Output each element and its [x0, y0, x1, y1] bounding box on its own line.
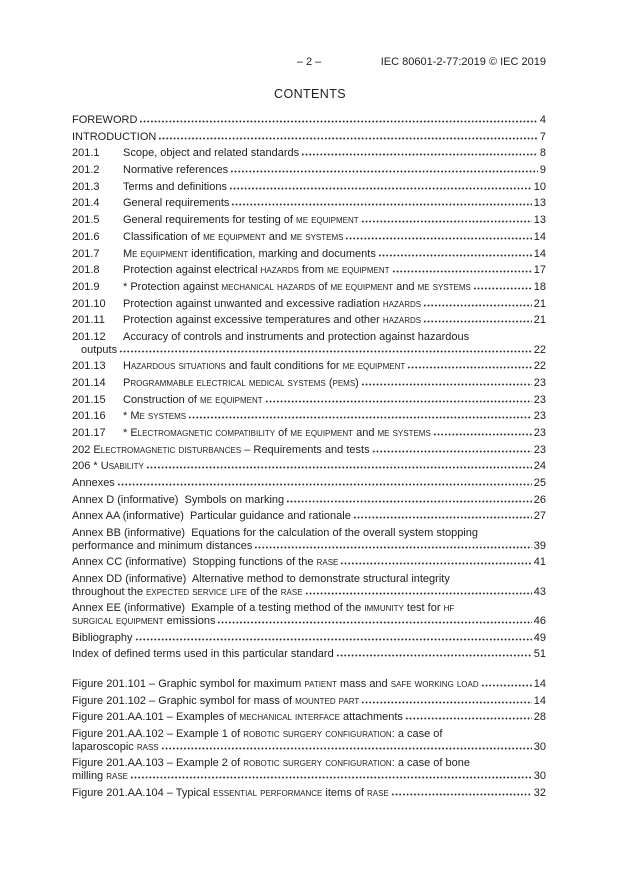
entry-title: Figure 201.AA.102 – Example 1 of robotic surgery configuration: a case of — [72, 727, 443, 740]
defined-term: safe working load — [390, 677, 479, 690]
defined-term: rase — [367, 786, 389, 799]
entry-title: Annex BB (informative) Equations for the calculation of the overall system stopping — [72, 527, 478, 540]
defined-term: Hazardous situations — [123, 360, 226, 373]
entry-title: FOREWORD — [72, 114, 138, 126]
defined-term: rase — [106, 769, 129, 782]
figure-list — [72, 678, 546, 799]
page-number: 41 — [533, 556, 546, 569]
clause-number: 201.1 — [72, 147, 100, 160]
figure-entry — [72, 757, 546, 782]
dot-leader — [117, 477, 532, 486]
page-number: 24 — [533, 460, 546, 473]
page-number: 30 — [533, 769, 546, 782]
defined-term: Electromagnetic disturbances — [93, 443, 242, 456]
document-reference: IEC 80601-2-77:2019 © IEC 2019 — [380, 56, 546, 68]
page-number: 27 — [533, 510, 546, 523]
defined-term: me equipment — [342, 360, 406, 373]
clause-number: 201.16 — [72, 410, 106, 423]
dot-leader — [481, 678, 532, 687]
toc-entry — [72, 460, 546, 473]
entry-title: Figure 201.102 – Graphic symbol for mass of mounted part — [72, 694, 360, 707]
entry-title: Accuracy of controls and instruments and protection against hazardous — [123, 330, 470, 343]
toc-list — [72, 114, 546, 661]
toc-entry — [72, 131, 546, 144]
defined-term: me systems — [377, 426, 431, 439]
defined-term: me equipment — [200, 393, 263, 406]
dot-leader — [340, 556, 531, 565]
defined-term: mechanical hazards — [221, 280, 316, 293]
toc-entry — [72, 377, 546, 390]
clause-number: 201.5 — [72, 214, 100, 227]
figure-entry — [72, 711, 546, 724]
entry-title: * Me systems — [123, 410, 187, 423]
page-number: 39 — [533, 539, 546, 552]
dot-leader — [130, 770, 532, 779]
defined-term: Me equipment — [123, 247, 189, 260]
table-of-contents — [72, 114, 546, 803]
defined-term: me equipment — [330, 280, 394, 293]
page-number: 26 — [533, 493, 546, 506]
defined-term: robotic surgery configuration — [243, 727, 392, 740]
page-number: 23 — [533, 376, 546, 389]
page-number: 46 — [533, 614, 546, 627]
toc-entry — [72, 331, 546, 356]
defined-term: Programmable electrical medical systems (pems) — [123, 376, 359, 389]
page-number: 32 — [533, 786, 546, 799]
entry-title: Hazardous situations and fault conditions for me equipment — [123, 360, 406, 373]
defined-term: me equipment — [326, 264, 390, 277]
page-number: 49 — [533, 631, 546, 644]
toc-entry — [72, 394, 546, 407]
page-number: 23 — [533, 393, 546, 406]
figure-entry — [72, 678, 546, 691]
dot-leader — [135, 632, 532, 641]
defined-term: rass — [136, 740, 159, 753]
entry-title: Terms and definitions — [123, 180, 227, 193]
dot-leader — [361, 695, 531, 704]
entry-title: outputs — [81, 343, 118, 356]
clause-number: 201.4 — [72, 197, 100, 210]
defined-term: me systems — [417, 280, 471, 293]
dot-leader — [336, 648, 532, 657]
clause-number: 201.7 — [72, 247, 100, 260]
clause-number: 201.15 — [72, 393, 106, 406]
toc-entry — [72, 248, 546, 261]
clause-number: 201.6 — [72, 230, 100, 243]
defined-term: Me systems — [130, 410, 187, 423]
toc-entry — [72, 556, 546, 569]
dot-leader — [353, 510, 532, 519]
defined-term: me equipment — [296, 214, 359, 227]
defined-term: essential performance — [213, 786, 323, 799]
clause-number: 201.3 — [72, 180, 100, 193]
defined-term: Electromagnetic compatibility — [130, 426, 276, 439]
dot-leader — [119, 344, 532, 353]
dot-leader — [217, 615, 531, 624]
page-number: 22 — [533, 343, 546, 356]
toc-entry — [72, 360, 546, 373]
page-number: 14 — [533, 247, 546, 260]
figure-entry — [72, 728, 546, 753]
dot-leader — [230, 164, 538, 173]
entry-title: laparoscopic rass — [72, 740, 159, 753]
dot-leader — [301, 147, 538, 156]
defined-term: me systems — [290, 230, 344, 243]
toc-entry — [72, 181, 546, 194]
entry-title: INTRODUCTION — [72, 130, 157, 143]
page-number: 18 — [533, 280, 546, 293]
entry-title: Figure 201.AA.104 – Typical essential performance items of rase — [72, 786, 389, 799]
entry-title: milling rase — [72, 769, 129, 782]
defined-term: immunity — [364, 602, 404, 615]
dot-leader — [265, 394, 532, 403]
clause-number: 201.10 — [72, 297, 106, 310]
page-number: 30 — [533, 740, 546, 753]
defined-term: Usability — [100, 460, 144, 473]
clause-number: 201.13 — [72, 360, 106, 373]
toc-entry — [72, 114, 546, 127]
clause-number: 201.9 — [72, 280, 100, 293]
defined-term: me equipment — [290, 426, 354, 439]
entry-title — [123, 377, 359, 390]
defined-term: mounted part — [295, 694, 360, 707]
entry-title: Annex AA (informative) Particular guidance and rationale — [72, 510, 351, 523]
page-number-header: – 2 – — [296, 56, 322, 68]
dot-leader — [254, 540, 531, 549]
page-number: 17 — [533, 264, 546, 277]
entry-title: Protection against excessive temperatures and other hazards — [123, 314, 422, 327]
entry-title: 206 * Usability — [72, 460, 144, 473]
toc-entry — [72, 494, 546, 507]
entry-title: Annex D (informative) Symbols on marking — [72, 493, 285, 506]
page-number: 23 — [533, 410, 546, 423]
entry-title: performance and minimum distances — [72, 539, 253, 552]
entry-title: Construction of me equipment — [123, 393, 263, 406]
page-number: 8 — [539, 147, 546, 160]
entry-title: Figure 201.AA.103 – Example 2 of robotic surgery configuration: a case of bone — [72, 757, 470, 770]
contents-title: CONTENTS — [274, 87, 346, 101]
dot-leader — [473, 281, 532, 290]
toc-entry — [72, 632, 546, 645]
page-number: 4 — [539, 114, 546, 126]
entry-title: Me equipment identification, marking and documents — [123, 247, 376, 260]
toc-entry — [72, 314, 546, 327]
page-number: 14 — [533, 677, 546, 690]
page-header — [72, 56, 546, 69]
page-number: 7 — [539, 130, 546, 143]
defined-term: me equipment — [203, 230, 266, 243]
entry-title: General requirements for testing of me equipment — [123, 214, 359, 227]
entry-title: General requirements — [123, 197, 230, 210]
entry-title: Protection against unwanted and excessive radiation hazards — [123, 297, 422, 310]
entry-title: throughout the expected service life of the rase — [72, 585, 303, 598]
toc-entry — [72, 298, 546, 311]
page-number: 25 — [533, 477, 546, 490]
entry-title: Bibliography — [72, 631, 133, 644]
defined-term: hf — [443, 602, 455, 615]
defined-term: hazards — [382, 297, 422, 310]
defined-term: robotic surgery configuration — [243, 757, 392, 770]
entry-title: Annex EE (informative) Example of a testing method of the immunity test for hf — [72, 602, 455, 615]
toc-entry — [72, 197, 546, 210]
dot-leader — [188, 410, 532, 419]
clause-number: 201.12 — [72, 330, 106, 343]
dot-leader — [345, 231, 531, 240]
dot-leader — [392, 264, 532, 273]
toc-entry — [72, 527, 546, 552]
defined-term: surgical equipment — [72, 614, 164, 627]
dot-leader — [378, 248, 532, 257]
defined-term: expected service life — [146, 585, 248, 598]
clause-number: 201.8 — [72, 264, 100, 277]
entry-title: * Protection against mechanical hazards of me equipment and me systems — [123, 280, 471, 293]
toc-entry — [72, 510, 546, 523]
dot-leader — [405, 711, 532, 720]
entry-title: Normative references — [123, 164, 229, 177]
defined-term: patient — [304, 677, 337, 690]
entry-title: Annex CC (informative) Stopping functions of the rase — [72, 556, 339, 569]
clause-number: 201.14 — [72, 376, 106, 389]
toc-entry — [72, 477, 546, 490]
page-number: 14 — [533, 230, 546, 243]
dot-leader — [161, 741, 532, 750]
dot-leader — [146, 460, 532, 469]
defined-term: rase — [316, 556, 339, 569]
entry-title: Index of defined terms used in this particular standard — [72, 648, 334, 661]
dot-leader — [305, 586, 532, 595]
dot-leader — [361, 214, 532, 223]
defined-term: mechanical interface — [239, 711, 340, 724]
page-number: 28 — [533, 711, 546, 724]
dot-leader — [433, 427, 532, 436]
toc-entry — [72, 602, 546, 627]
page-number: 23 — [533, 443, 546, 456]
entry-title: 202 Electromagnetic disturbances – Requirements and tests — [72, 443, 370, 456]
dot-leader — [423, 314, 532, 323]
toc-entry — [72, 573, 546, 598]
toc-entry — [72, 214, 546, 227]
page-number: 21 — [533, 314, 546, 327]
figure-entry — [72, 695, 546, 708]
page-number: 22 — [533, 360, 546, 373]
dot-leader — [391, 787, 532, 796]
entry-title: Figure 201.101 – Graphic symbol for maximum patient mass and safe working load — [72, 677, 479, 690]
clause-number: 201.11 — [72, 314, 105, 327]
toc-entry — [72, 281, 546, 294]
dot-leader — [229, 181, 532, 190]
page-number: 13 — [533, 214, 546, 227]
toc-entry — [72, 264, 546, 277]
dot-leader — [361, 377, 532, 386]
defined-term: hazards — [382, 314, 422, 327]
entry-title: Annex DD (informative) Alternative method to demonstrate structural integrity — [72, 573, 450, 586]
clause-number: 201.2 — [72, 164, 100, 177]
entry-title: surgical equipment emissions — [72, 614, 216, 627]
page-number: 13 — [533, 197, 546, 210]
entry-title: * Electromagnetic compatibility of me equipment and me systems — [123, 426, 431, 439]
toc-entry — [72, 164, 546, 177]
dot-leader — [139, 114, 537, 123]
page-number: 14 — [533, 694, 546, 707]
page-number: 51 — [533, 648, 546, 661]
dot-leader — [286, 494, 532, 503]
page-number: 10 — [533, 180, 546, 193]
dot-leader — [407, 360, 531, 369]
page-number: 21 — [533, 297, 546, 310]
dot-leader — [158, 131, 538, 140]
entry-title: Protection against electrical hazards from me equipment — [123, 264, 390, 277]
toc-entry — [72, 410, 546, 423]
page-number: 9 — [539, 164, 546, 177]
toc-entry — [72, 444, 546, 457]
entry-title: Classification of me equipment and me systems — [123, 230, 344, 243]
defined-term: rase — [280, 585, 303, 598]
defined-term: hazards — [260, 264, 299, 277]
toc-entry — [72, 147, 546, 160]
entry-title: Annexes — [72, 477, 115, 490]
page-number: 23 — [533, 426, 546, 439]
toc-entry — [72, 648, 546, 661]
figure-entry — [72, 787, 546, 800]
page-number: 43 — [533, 585, 546, 598]
toc-entry — [72, 231, 546, 244]
dot-leader — [372, 444, 532, 453]
toc-entry — [72, 427, 546, 440]
clause-number: 201.17 — [72, 426, 106, 439]
entry-title: Scope, object and related standards — [123, 147, 300, 160]
dot-leader — [231, 197, 531, 206]
dot-leader — [423, 298, 532, 307]
entry-title: Figure 201.AA.101 – Examples of mechanical interface attachments — [72, 711, 403, 724]
